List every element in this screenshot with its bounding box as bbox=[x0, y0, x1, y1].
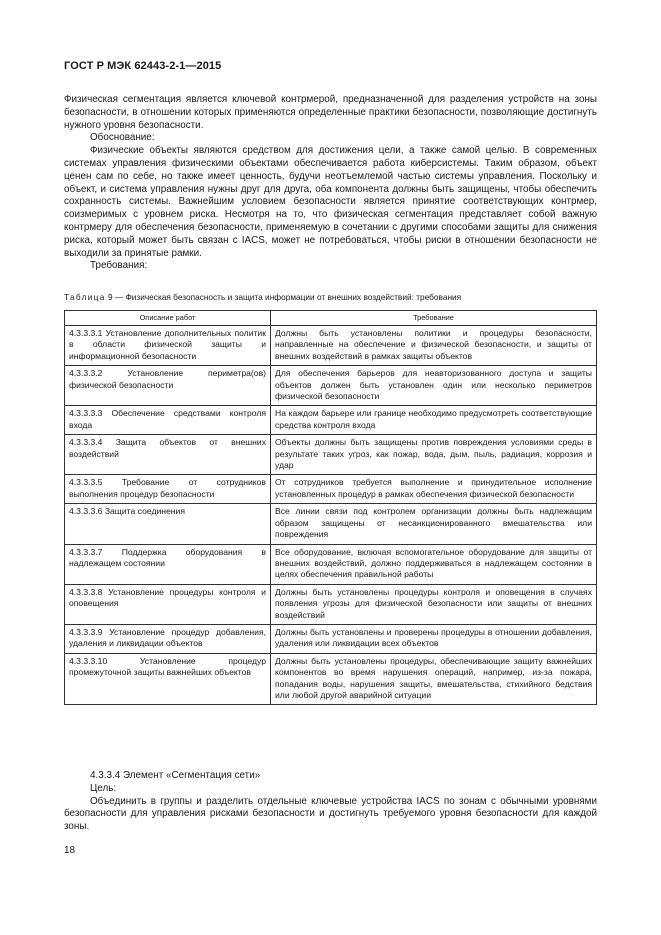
table-cell: От сотрудников требуется выполнение и принудительное исполнение установленных процедур в рамках обеспечения физической безопасности bbox=[271, 475, 597, 504]
paragraph: Объединить в группы и разделить отдельные ключевые устройства IACS по зонам с обычными уровнями безопасности для управления рисками безопасности и достигнуть требуемого уровня безопасности для каждой зоны. bbox=[64, 795, 597, 833]
table-cell: Для обеспечения барьеров для неавторизованного доступа и защиты объектов должен быть установлен один или несколько периметров физической безопасности bbox=[271, 366, 597, 406]
network-segmentation-section bbox=[64, 770, 597, 834]
table-cell: 4.3.3.3.9 Установление процедур добавления, удаления и ликвидации объектов bbox=[65, 624, 271, 653]
document-header: ГОСТ Р МЭК 62443-2-1—2015 bbox=[64, 60, 222, 72]
table-row bbox=[65, 326, 597, 366]
table-caption-text: 9 — Физическая безопасность и защита информации от внешних воздействий: требования bbox=[107, 292, 462, 302]
table-cell: 4.3.3.3.7 Поддержка оборудования в надлежащем состоянии bbox=[65, 544, 271, 584]
column-header: Описание работ bbox=[65, 311, 271, 326]
table-row bbox=[65, 504, 597, 544]
table-cell: 4.3.3.3.3 Обеспечение средствами контроля входа bbox=[65, 406, 271, 435]
table-row bbox=[65, 406, 597, 435]
table-cell: Должны быть установлены и проверены процедуры в отношении добавления, удаления или ликвидации всех объектов bbox=[271, 624, 597, 653]
table-caption-label: Таблица bbox=[64, 292, 106, 302]
table-cell: Должны быть установлены процедуры контроля и оповещения в случаях появления угрозы для физической безопасности или защиты от внешних воздействий bbox=[271, 584, 597, 624]
table-cell: 4.3.3.3.8 Установление процедуры контроля и оповещения bbox=[65, 584, 271, 624]
paragraph: Требования: bbox=[90, 260, 148, 272]
table-row bbox=[65, 435, 597, 475]
table-caption bbox=[64, 292, 604, 302]
table-cell: 4.3.3.3.4 Защита объектов от внешних воздействий bbox=[65, 435, 271, 475]
table-row bbox=[65, 475, 597, 504]
paragraph: Цель: bbox=[90, 782, 117, 794]
paragraph: Обоснование: bbox=[90, 132, 155, 144]
table-row bbox=[65, 366, 597, 406]
table-cell: Должны быть установлены процедуры, обеспечивающие защиту важнейших компонентов во время нарушения операций, например, из-за пожара, попадания воды, нарушения защиты, вмешательства, стихийного бедствия или любой другой аварийной ситуации bbox=[271, 653, 597, 705]
intro-section bbox=[64, 94, 597, 273]
table-cell: 4.3.3.3.5 Требование от сотрудников выполнения процедур безопасности bbox=[65, 475, 271, 504]
section-heading: 4.3.3.4 Элемент «Сегментация сети» bbox=[90, 770, 261, 781]
table-cell: Должны быть установлены политики и процедуры безопасности, направленные на обеспечение и физической безопасности, и защиты от внешних воздействий в рамках защиты объектов bbox=[271, 326, 597, 366]
column-header: Требование bbox=[271, 311, 597, 326]
page-number: 18 bbox=[64, 845, 75, 856]
table-cell: 4.3.3.3.10 Установление процедур промежуточной защиты важнейших объектов bbox=[65, 653, 271, 705]
table-row bbox=[65, 624, 597, 653]
table-cell: 4.3.3.3.2 Установление периметра(ов) физической безопасности bbox=[65, 366, 271, 406]
table-row bbox=[65, 584, 597, 624]
table-cell: Все оборудование, включая вспомогательное оборудование для защиты от внешних воздействий, должно поддерживаться в надлежащем состоянии в целях обеспечения правильной работы bbox=[271, 544, 597, 584]
table-row bbox=[65, 653, 597, 705]
table-cell: На каждом барьере или границе необходимо предусмотреть соответствующие средства контроля входа bbox=[271, 406, 597, 435]
requirements-table bbox=[64, 310, 597, 705]
paragraph: Физические объекты являются средством для достижения цели, а также самой целью. В современных системах управления физическими объектами обеспечивается работа киберсистемы. Таким образом, объект ценен сам по себе, но также имеет ценность, будучи неотъемлемой частью системы управления. Поскольку и объект, и система управления нужны друг для друга, оба компонента должны быть защищены, чтобы обеспечить сохранность системы. Важнейшим условием безопасности является принятие соответствующих контрмер, соизмеримых с уровнем риска. Несмотря на то, что физическая сегментация представляет собой важную контрмеру для обеспечения безопасности, применяемую в сочетании с другими способами защиты для снижения риска, который может быть связан с IACS, может не потребоваться, чтобы риски в отношении безопасности не выходили за принятые рамки. bbox=[64, 145, 597, 259]
table-row bbox=[65, 544, 597, 584]
table-cell: 4.3.3.3.6 Защита соединения bbox=[65, 504, 271, 544]
table-header-row bbox=[65, 311, 597, 326]
paragraph: Физическая сегментация является ключевой контрмерой, предназначенной для разделения устройств на зоны безопасности, в отношении которых применяются определенные практики безопасности, позволяющие достигнуть нужного уровня безопасности. bbox=[64, 94, 597, 131]
table-cell: Все линии связи под контролем организации должны быть надлежащим образом защищены от несанкционированного вмешательства или повреждения bbox=[271, 504, 597, 544]
table-cell: Объекты должны быть защищены против повреждения условиями среды в результате таких угроз, как пожар, вода, дым, пыль, радиация, коррозия и удар bbox=[271, 435, 597, 475]
table-cell: 4.3.3.3.1 Установление дополнительных политик в области физической защиты и информационной безопасности bbox=[65, 326, 271, 366]
